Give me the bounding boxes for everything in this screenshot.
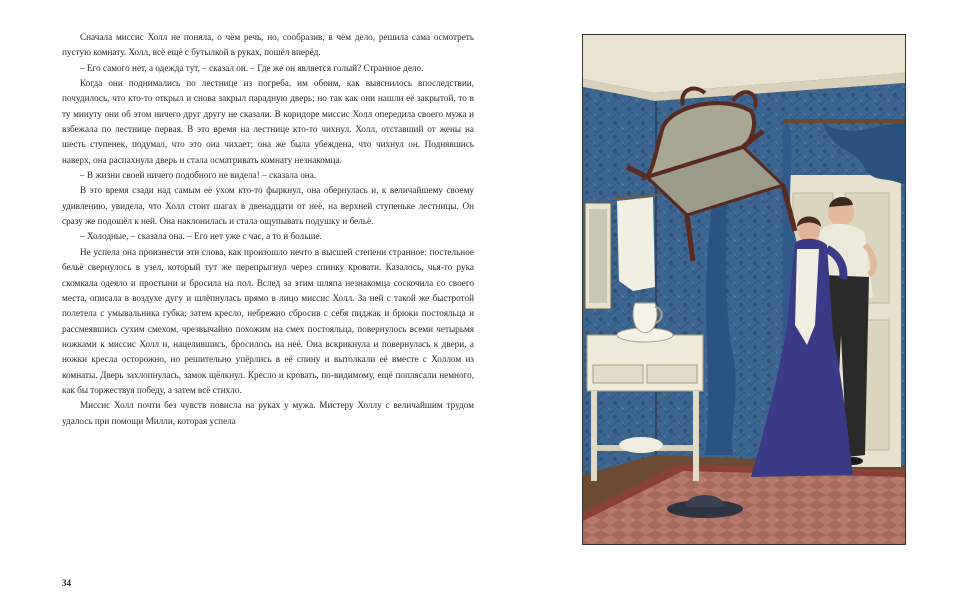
page-text bbox=[62, 30, 474, 429]
paragraph: Миссис Холл почти без чувств повисла на руках у мужа. Мистеру Холлу с величайшим трудом удалось при помощи Милли, которая успела bbox=[62, 400, 474, 426]
page-number: 34 bbox=[62, 578, 71, 588]
paragraph: Когда они поднимались по лестнице из погреба, им обоим, как выяснилось впоследствии, почудилось, что кто-то открыл и снова закрыл парадную дверь; но так как они нашли её закрытой, то в ту минуту они об этом ничего друг другу не сказали. В коридоре миссис Холл опередила своего мужа и взбежала по лестнице первая. В это время на лестнице кто-то чихнул. Холл, отставший от жены на шесть ступенек, подумал, что это она чихает; она же была убеждена, что чихнул он. Поднявшись наверх, она распахнула дверь и стала осматривать комнату незнакомца. bbox=[62, 78, 474, 165]
illustration-drawing bbox=[583, 35, 905, 544]
paragraph: – Холодные, – сказала она. – Его нет уже с час, а то и больше. bbox=[80, 231, 322, 242]
paragraph: – Его самого нет, а одежда тут, – сказал он. – Где же он является голый? Странное дело. bbox=[80, 62, 424, 73]
paragraph: Не успела она произнести эти слова, как произошло нечто в высшей степени странное: постельное бельё свернулось в узел, который тут же перепрыгнул через спинку кровати. Казалось, чья-то рука скомкала одеяло и простыни и бросила на пол. Вслед за этим шляпа незнакомца соскочила со своего места, описала в воздухе дугу и шлёпнулась прямо в лицо миссис Холл. За ней с такой же быстротой полетела с умывальника губка; затем кресло, небрежно сбросив с себя пиджак и брюки постояльца и рассмеявшись сухим смехом, чрезвычайно похожим на смех постояльца, повернулось всеми четырьмя ножками к миссис Холл и, нацелившись, бросилось на неё. Она вскрикнула и повернулась к двери, а ножки кресла осторожно, но решительно упёрлись в её спину и вытолкали её вместе с Холлом из комнаты. Дверь захлопнулась, замок щёлкнул. Кресло и кровать, по-видимому, ещё поплясали немного, как бы торжествуя победу, а затем всё стихло. bbox=[62, 246, 474, 395]
paragraph: – В жизни своей ничего подобного не видела! – сказала она. bbox=[80, 170, 317, 181]
illustration bbox=[582, 34, 906, 545]
paragraph: В это время сзади над самым её ухом кто-то фыркнул, она обернулась и, к величайшему своему удивлению, увидела, что Холл стоит шагах в двенадцати от неё, на верхней ступеньке лестницы. Он сразу же подошёл к ней. Она наклонилась и стала ощупывать подушку и бельё. bbox=[62, 185, 474, 227]
paragraph: Сначала миссис Холл не поняла, о чём речь, но, сообразив, в чём дело, решила сама осмотреть пустую комнату. Холл, всё ещё с бутылкой в руках, пошёл вперёд. bbox=[62, 32, 474, 58]
